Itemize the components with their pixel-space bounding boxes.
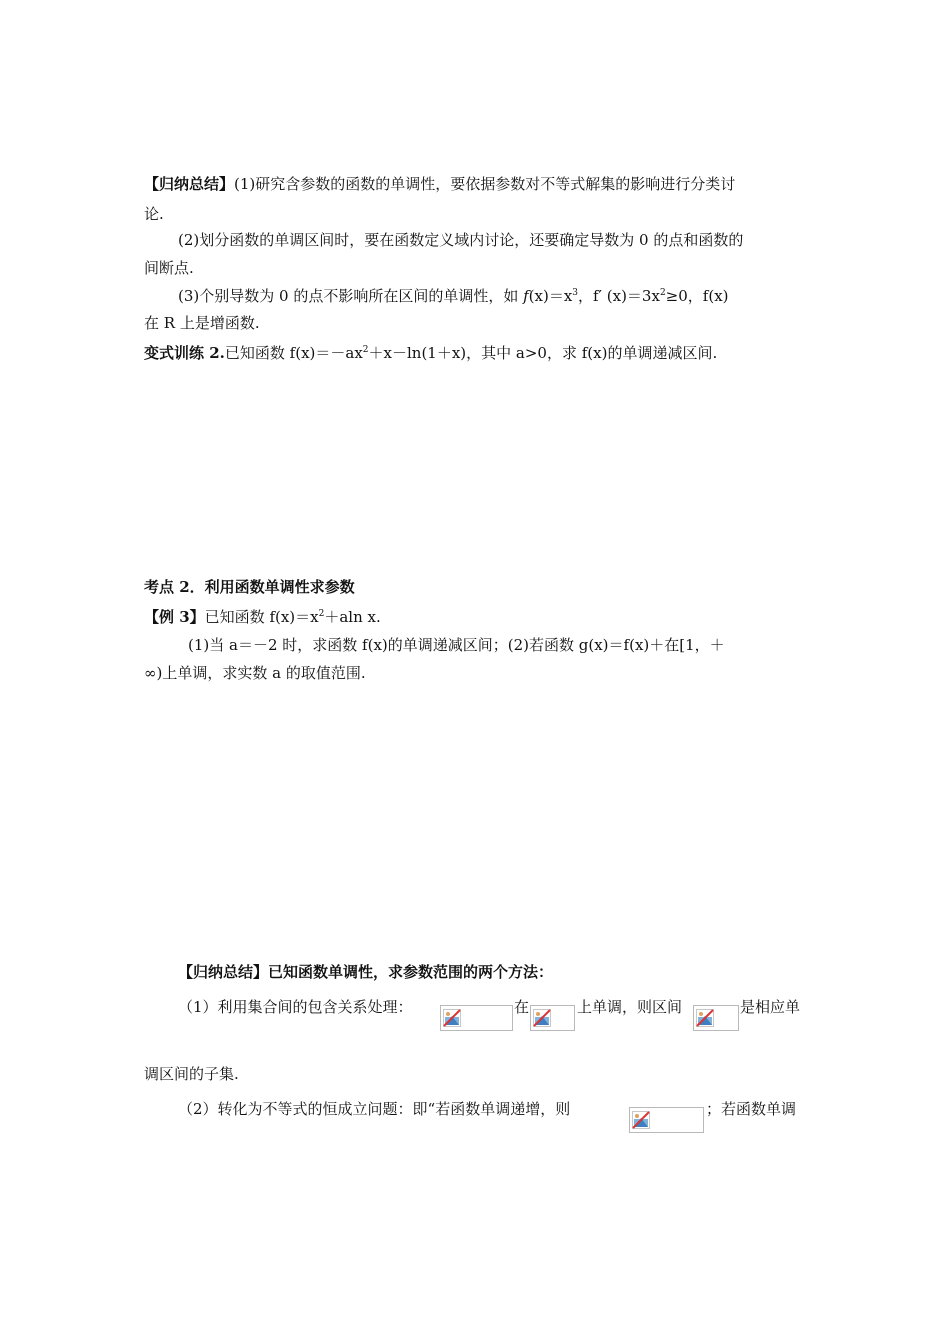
summary1-heading: 【归纳总结】 bbox=[144, 175, 235, 193]
example-question-line2: ∞)上单调，求实数 a 的取值范围. bbox=[144, 664, 366, 682]
method1-d: 是相应单 bbox=[740, 998, 801, 1016]
summary1-p1-line1: (1)研究含参数的函数的单调性，要依据参数对不等式解集的影响进行分类讨 bbox=[234, 175, 736, 193]
method2-b: ；若函数单调 bbox=[706, 1100, 797, 1118]
method1-b: 在 bbox=[514, 998, 530, 1016]
example-label: 【例 3】 bbox=[144, 608, 205, 626]
summary2-heading: 【归纳总结】已知函数单调性，求参数范围的两个方法： bbox=[178, 963, 554, 981]
variant-label: 变式训练 2. bbox=[144, 344, 225, 362]
section-title: 考点 2．利用函数单调性求参数 bbox=[144, 578, 355, 596]
example-3: 【例 3】已知函数 $f(x)=x^2+aln$ x. bbox=[144, 608, 381, 626]
method1-c: 上单调，则区间 bbox=[577, 998, 683, 1016]
method1-line2: 调区间的子集. bbox=[144, 1065, 239, 1083]
broken-image-icon bbox=[533, 1009, 551, 1027]
variant-training-2: 变式训练 2.已知函数 $f(x)=-ax^2+x-\ln(1+x)$，其中 a>0，求 f(x)的单调递减区间. bbox=[144, 344, 718, 362]
method1-a: （1）利用集合间的包含关系处理： bbox=[178, 998, 413, 1016]
broken-image-icon bbox=[632, 1111, 650, 1129]
summary1-p1-line2: 论. bbox=[144, 205, 164, 223]
summary1-line1 bbox=[144, 174, 735, 194]
broken-image-icon bbox=[443, 1009, 461, 1027]
summary1-p2-line1: (2)划分函数的单调区间时，要在函数定义域内讨论，还要确定导数为 0 的点和函数的 bbox=[178, 231, 744, 249]
example-question-line1: (1)当 a＝－2 时，求函数 f(x)的单调递减区间；(2)若函数 g(x)＝f(x)＋在[1，＋ bbox=[188, 636, 725, 654]
summary1-p3-line1: (3)个别导数为 0 的点不影响所在区间的单调性，如 $f(x)=x^3$，f′ $(x)=3x^2\ge 0$，f(x) bbox=[178, 287, 729, 305]
formula-image-4 bbox=[629, 1107, 704, 1133]
formula-image-1 bbox=[440, 1005, 513, 1031]
formula-image-2 bbox=[530, 1005, 575, 1031]
summary1-p2-line2: 间断点. bbox=[144, 259, 194, 277]
method2-a: （2）转化为不等式的恒成立问题：即“若函数单调递增，则 bbox=[178, 1100, 571, 1118]
broken-image-icon bbox=[696, 1009, 714, 1027]
formula-image-3 bbox=[693, 1005, 739, 1031]
summary1-p3-line2: 在 R 上是增函数. bbox=[144, 314, 260, 332]
